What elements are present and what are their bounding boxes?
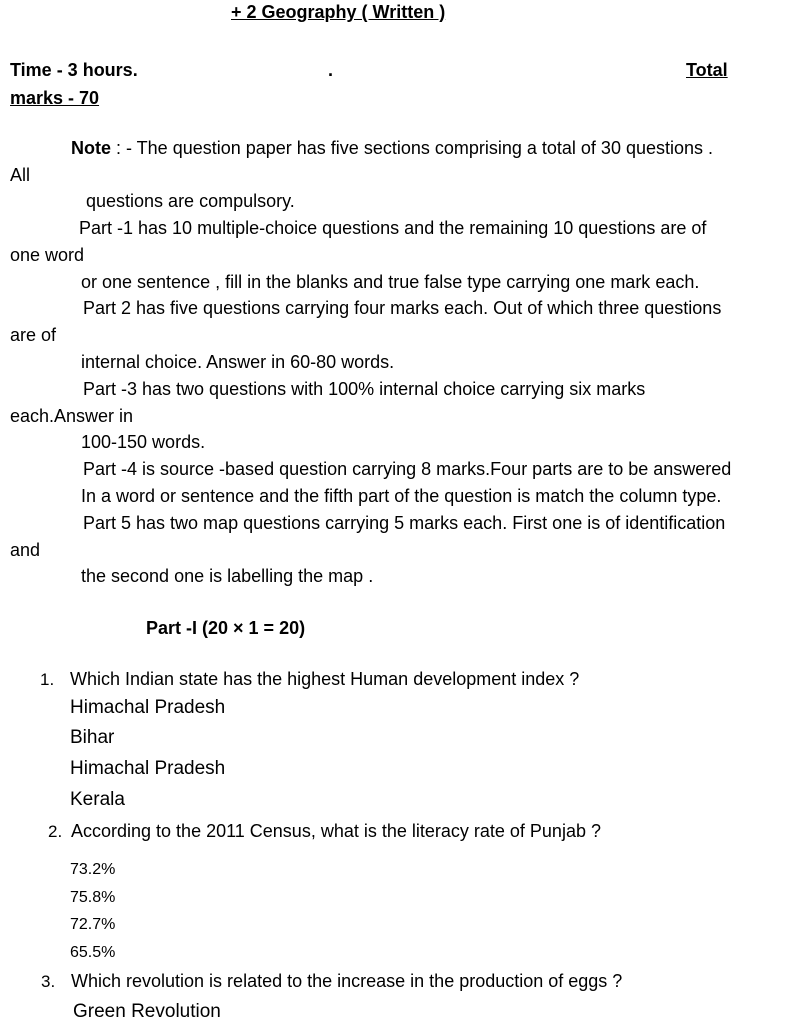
note-line: Part -1 has 10 multiple-choice questions and the remaining 10 questions are of	[79, 218, 707, 238]
question-option: Himachal Pradesh	[70, 758, 226, 779]
note-line	[71, 137, 713, 159]
question-number: 2.	[48, 822, 63, 841]
note-text: : - The question paper has five sections comprising a total of 30 questions .	[111, 138, 714, 158]
question-number: 3.	[41, 972, 56, 991]
note-line: one word	[10, 245, 85, 265]
total-marks-value: marks - 70	[10, 88, 100, 108]
note-line: are of	[10, 325, 57, 345]
note-label: Note	[71, 138, 111, 158]
note-line: each.Answer in	[10, 406, 134, 426]
question-option: 65.5%	[70, 944, 116, 961]
note-line: questions are compulsory.	[86, 191, 295, 211]
question-option: Himachal Pradesh	[70, 697, 226, 718]
question-text: According to the 2011 Census, what is the literacy rate of Punjab ?	[71, 821, 601, 841]
time-label: Time - 3 hours.	[10, 60, 138, 80]
question-option: 72.7%	[70, 916, 116, 933]
section-title: Part -I (20 × 1 = 20)	[146, 618, 306, 638]
separator-dot: .	[328, 60, 334, 80]
note-line: Part -3 has two questions with 100% internal choice carrying six marks	[83, 379, 646, 399]
question-text: Which revolution is related to the increase in the production of eggs ?	[71, 971, 623, 991]
page-title: + 2 Geography ( Written )	[231, 2, 446, 22]
note-line: or one sentence , fill in the blanks and true false type carrying one mark each.	[81, 272, 700, 292]
note-line: the second one is labelling the map .	[81, 566, 374, 586]
question-text: Which Indian state has the highest Human development index ?	[70, 669, 580, 689]
note-line: All	[10, 165, 31, 185]
note-line: 100-150 words.	[81, 432, 206, 452]
question-option: Kerala	[70, 789, 125, 810]
question-number: 1.	[40, 670, 55, 689]
note-line: Part 2 has five questions carrying four marks each. Out of which three questions	[83, 298, 722, 318]
note-line: and	[10, 540, 41, 560]
note-line: In a word or sentence and the fifth part of the question is match the column type.	[81, 486, 722, 506]
question-option: 75.8%	[70, 889, 116, 906]
question-option: Bihar	[70, 727, 115, 748]
question-option: 73.2%	[70, 861, 116, 878]
question-option: Green Revolution	[73, 1001, 221, 1022]
total-marks-label: Total	[686, 60, 728, 80]
note-line: internal choice. Answer in 60-80 words.	[81, 352, 395, 372]
note-line: Part 5 has two map questions carrying 5 marks each. First one is of identification	[83, 513, 726, 533]
note-line: Part -4 is source -based question carrying 8 marks.Four parts are to be answered	[83, 459, 732, 479]
